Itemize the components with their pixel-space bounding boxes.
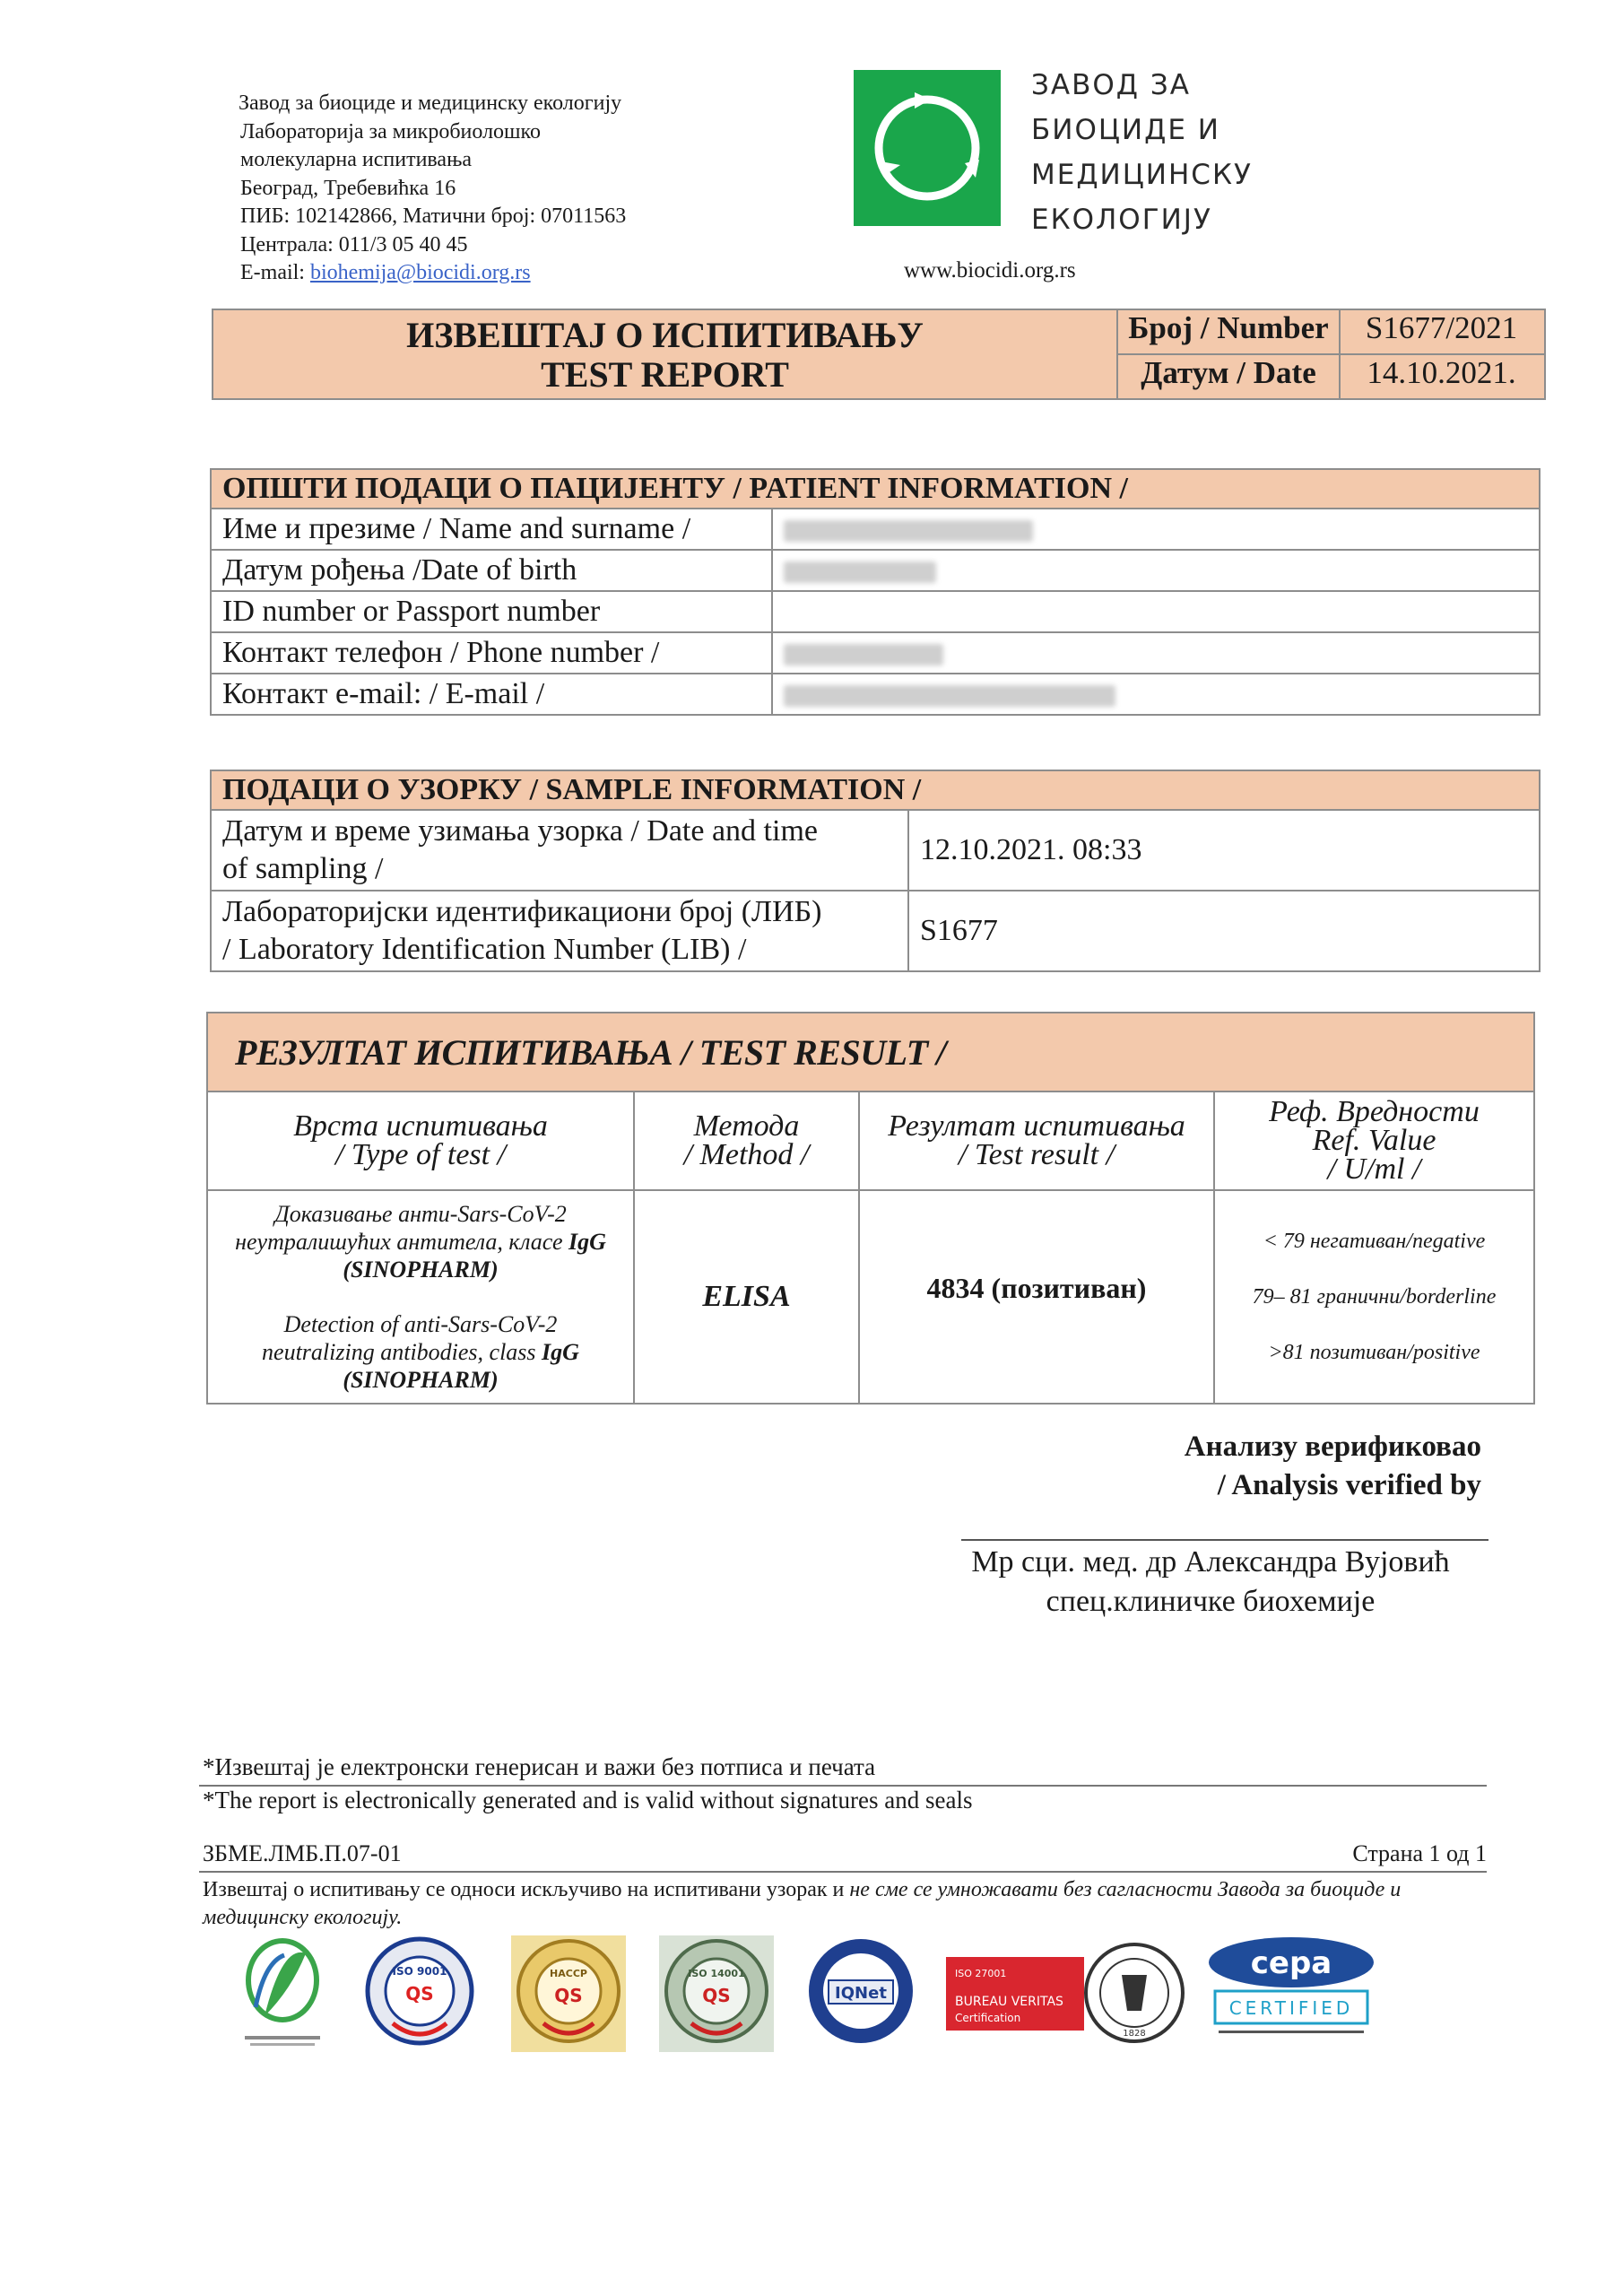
qs-text: QS xyxy=(405,1983,434,2005)
sampling-time-value: 12.10.2021. 08:33 xyxy=(908,810,1540,891)
reference-values xyxy=(1214,1190,1534,1404)
patient-section-title: ОПШТИ ПОДАЦИ О ПАЦИЈЕНТУ / PATIENT INFORMATION / xyxy=(211,469,1540,509)
email-link[interactable]: biohemija@biocidi.org.rs xyxy=(309,261,531,284)
divider xyxy=(199,1871,1487,1873)
label-line: Датум и време узимања узорка / Date and time xyxy=(222,814,818,848)
test-result-value: 4834 (позитиван) xyxy=(859,1190,1214,1404)
label-line: Лабораторијски идентификациони број (ЛИБ) xyxy=(222,895,822,928)
report-number-value: S1677/2021 xyxy=(1365,310,1518,345)
patient-id-value xyxy=(772,591,1540,632)
iqnet-seal-icon xyxy=(805,1935,916,2052)
institution-address xyxy=(240,90,626,288)
institute-logo xyxy=(854,70,1001,226)
ref-header xyxy=(1214,1091,1534,1190)
test-type-line: Доказивање анти-Sars-CoV-2 xyxy=(274,1201,567,1227)
header-line: / Test result / xyxy=(958,1138,1115,1171)
test-type-line: (SINOPHARM) xyxy=(343,1367,499,1393)
patient-name-label: Име и презиме / Name and surname / xyxy=(211,509,772,550)
bureau-veritas-text: BUREAU VERITAS xyxy=(955,1995,1063,2009)
logo-text-line: ЗАВОД ЗА xyxy=(1031,69,1191,101)
test-type-line: (SINOPHARM) xyxy=(343,1257,499,1283)
sample-section-title: ПОДАЦИ О УЗОРКУ / SAMPLE INFORMATION / xyxy=(211,770,1540,810)
test-type-line: Detection of anti-Sars-CoV-2 xyxy=(283,1311,558,1337)
sample-information-table xyxy=(210,770,1541,972)
document-code: ЗБМЕ.ЛМБ.П.07-01 xyxy=(203,1840,402,1866)
cepa-text: cepa xyxy=(1250,1945,1332,1981)
report-title-en: TEST REPORT xyxy=(541,354,789,395)
iso-14001-text: ISO 14001 xyxy=(688,1968,745,1979)
cepa-certified-text: CERTIFIED xyxy=(1228,1997,1354,2019)
verify-line: Анализу верификовао xyxy=(1184,1431,1481,1463)
bureau-veritas-badge xyxy=(946,1935,1186,2052)
signature-line xyxy=(961,1539,1488,1541)
cepa-badge xyxy=(1206,1935,1376,2052)
logo-text-line: ЕКОЛОГИЈУ xyxy=(1031,204,1212,236)
logo-wordmark xyxy=(1031,63,1253,242)
disclaimer-text: Извештај о испитивању се односи искључиво на испитивани узорак и xyxy=(203,1878,850,1901)
haccp-text: HACCP xyxy=(550,1968,587,1979)
patient-dob-label: Датум рођења /Date of birth xyxy=(211,550,772,591)
lib-value: S1677 xyxy=(908,891,1540,971)
logo-text-line: МЕДИЦИНСКУ xyxy=(1031,159,1253,191)
patient-dob-value xyxy=(772,550,1540,591)
iqnet-text: IQNet xyxy=(835,1984,887,2003)
redacted-value xyxy=(784,644,943,665)
iso-14001-badge xyxy=(659,1935,774,2052)
haccp-badge xyxy=(511,1935,626,2052)
test-type-line xyxy=(219,1228,622,1256)
signer-title: спец.клиничке биохемије xyxy=(1046,1585,1376,1618)
email-line xyxy=(240,259,626,288)
certification-text: Certification xyxy=(955,2012,1021,2024)
haccp-seal-icon xyxy=(511,1935,626,2052)
antibody-class: IgG xyxy=(542,1339,579,1365)
header-line: Ref. Value xyxy=(1312,1124,1436,1157)
verification-label xyxy=(1185,1428,1481,1505)
ref-positive: >81 позитиван/positive xyxy=(1268,1341,1480,1364)
label-line: of sampling / xyxy=(222,852,384,885)
redacted-value xyxy=(784,561,936,583)
header-line: / U/ml / xyxy=(1327,1152,1421,1186)
test-type-text: neutralizing antibodies, class xyxy=(262,1339,542,1365)
sampling-time-label xyxy=(211,810,908,891)
signer-name: Мр сци. мед. др Александра Вујовић xyxy=(971,1545,1450,1578)
leaf-emblem-icon xyxy=(229,1935,336,2052)
patient-email-value xyxy=(772,674,1540,715)
address-line: Завод за биоциде и медицинску екологију xyxy=(239,91,622,115)
electronic-note-en: *The report is electronically generated and is valid without signatures and seals xyxy=(203,1787,973,1813)
test-type-text: неутралишућих антитела, класе xyxy=(235,1229,568,1255)
patient-email-label: Контакт e-mail: / E-mail / xyxy=(211,674,772,715)
qs-text: QS xyxy=(702,1985,731,2006)
ref-negative: < 79 негативан/negative xyxy=(1263,1230,1486,1253)
redacted-value xyxy=(784,520,1033,542)
header-line: / Method / xyxy=(683,1138,810,1171)
lib-label xyxy=(211,891,908,971)
header-line: Врста испитивања xyxy=(293,1109,548,1143)
bv-year-text: 1828 xyxy=(1123,2029,1146,2039)
method-header xyxy=(634,1091,859,1190)
patient-phone-label: Контакт телефон / Phone number / xyxy=(211,632,772,674)
report-title-band xyxy=(212,309,1546,400)
header-line: Реф. Вредности xyxy=(1269,1095,1480,1128)
header-line: / Type of test / xyxy=(334,1138,507,1171)
method-value: ELISA xyxy=(634,1190,859,1404)
test-result-table xyxy=(206,1012,1535,1405)
test-type-line xyxy=(219,1338,622,1366)
address-line: Београд, Требевићка 16 xyxy=(240,176,456,200)
iso-9001-seal-icon xyxy=(362,1935,477,2052)
email-label: E-mail: xyxy=(240,261,310,284)
patient-id-label: ID number or Passport number xyxy=(211,591,772,632)
website-link[interactable]: www.biocidi.org.rs xyxy=(904,258,1076,283)
label-line: / Laboratory Identification Number (LIB) / xyxy=(222,933,747,966)
header-line: Резултат испитивања xyxy=(888,1109,1185,1143)
patient-phone-value xyxy=(772,632,1540,674)
report-number-label: Број / Number xyxy=(1128,310,1329,345)
verify-line: / Analysis verified by xyxy=(1217,1469,1481,1501)
report-title-sr: ИЗВЕШТАЈ О ИСПИТИВАЊУ xyxy=(406,315,924,355)
type-header xyxy=(207,1091,634,1190)
iso-9001-text: ISO 9001 xyxy=(392,1965,447,1978)
result-section-title: РЕЗУЛТАТ ИСПИТИВАЊА / TEST RESULT / xyxy=(207,1013,1534,1091)
recycle-cycle-icon xyxy=(854,70,1001,226)
iso-9001-badge xyxy=(362,1935,477,2052)
test-type-cell xyxy=(207,1190,634,1404)
electronic-note-sr: *Извештај је електронски генерисан и важи без потписа и печата xyxy=(203,1753,876,1780)
header-line: Метода xyxy=(693,1109,800,1143)
patient-name-value xyxy=(772,509,1540,550)
antibody-class: IgG xyxy=(568,1229,606,1255)
address-line: молекуларна испитивања xyxy=(240,148,473,171)
disclaimer-text-italic: не сме се умножавати без сагласности Завода за биоциде и медицинску екологију. xyxy=(203,1878,1402,1929)
redacted-value xyxy=(784,685,1115,707)
disclaimer xyxy=(203,1876,1485,1932)
report-date-label: Датум / Date xyxy=(1141,355,1316,390)
iso-14001-seal-icon xyxy=(659,1935,774,2052)
address-line: Лабораторија за микробиолошко xyxy=(240,119,541,144)
page-number: Страна 1 од 1 xyxy=(1352,1840,1487,1866)
logo-text-line: БИОЦИДЕ И xyxy=(1031,114,1220,146)
accreditation-logo xyxy=(229,1935,336,2052)
iqnet-badge xyxy=(805,1935,916,2052)
cepa-certified-logo-icon xyxy=(1206,1935,1376,2052)
patient-information-table xyxy=(210,468,1541,716)
report-date-value: 14.10.2021. xyxy=(1367,355,1516,390)
ref-borderline: 79– 81 гранични/borderline xyxy=(1252,1285,1497,1309)
address-line: ПИБ: 102142866, Матични број: 07011563 xyxy=(240,204,627,228)
address-line: Централа: 011/3 05 40 45 xyxy=(240,232,468,257)
qs-text: QS xyxy=(554,1985,583,2006)
bureau-veritas-logo-icon xyxy=(946,1935,1186,2052)
signer xyxy=(933,1543,1488,1622)
result-header xyxy=(859,1091,1214,1190)
iso-27001-text: ISO 27001 xyxy=(955,1968,1007,1979)
